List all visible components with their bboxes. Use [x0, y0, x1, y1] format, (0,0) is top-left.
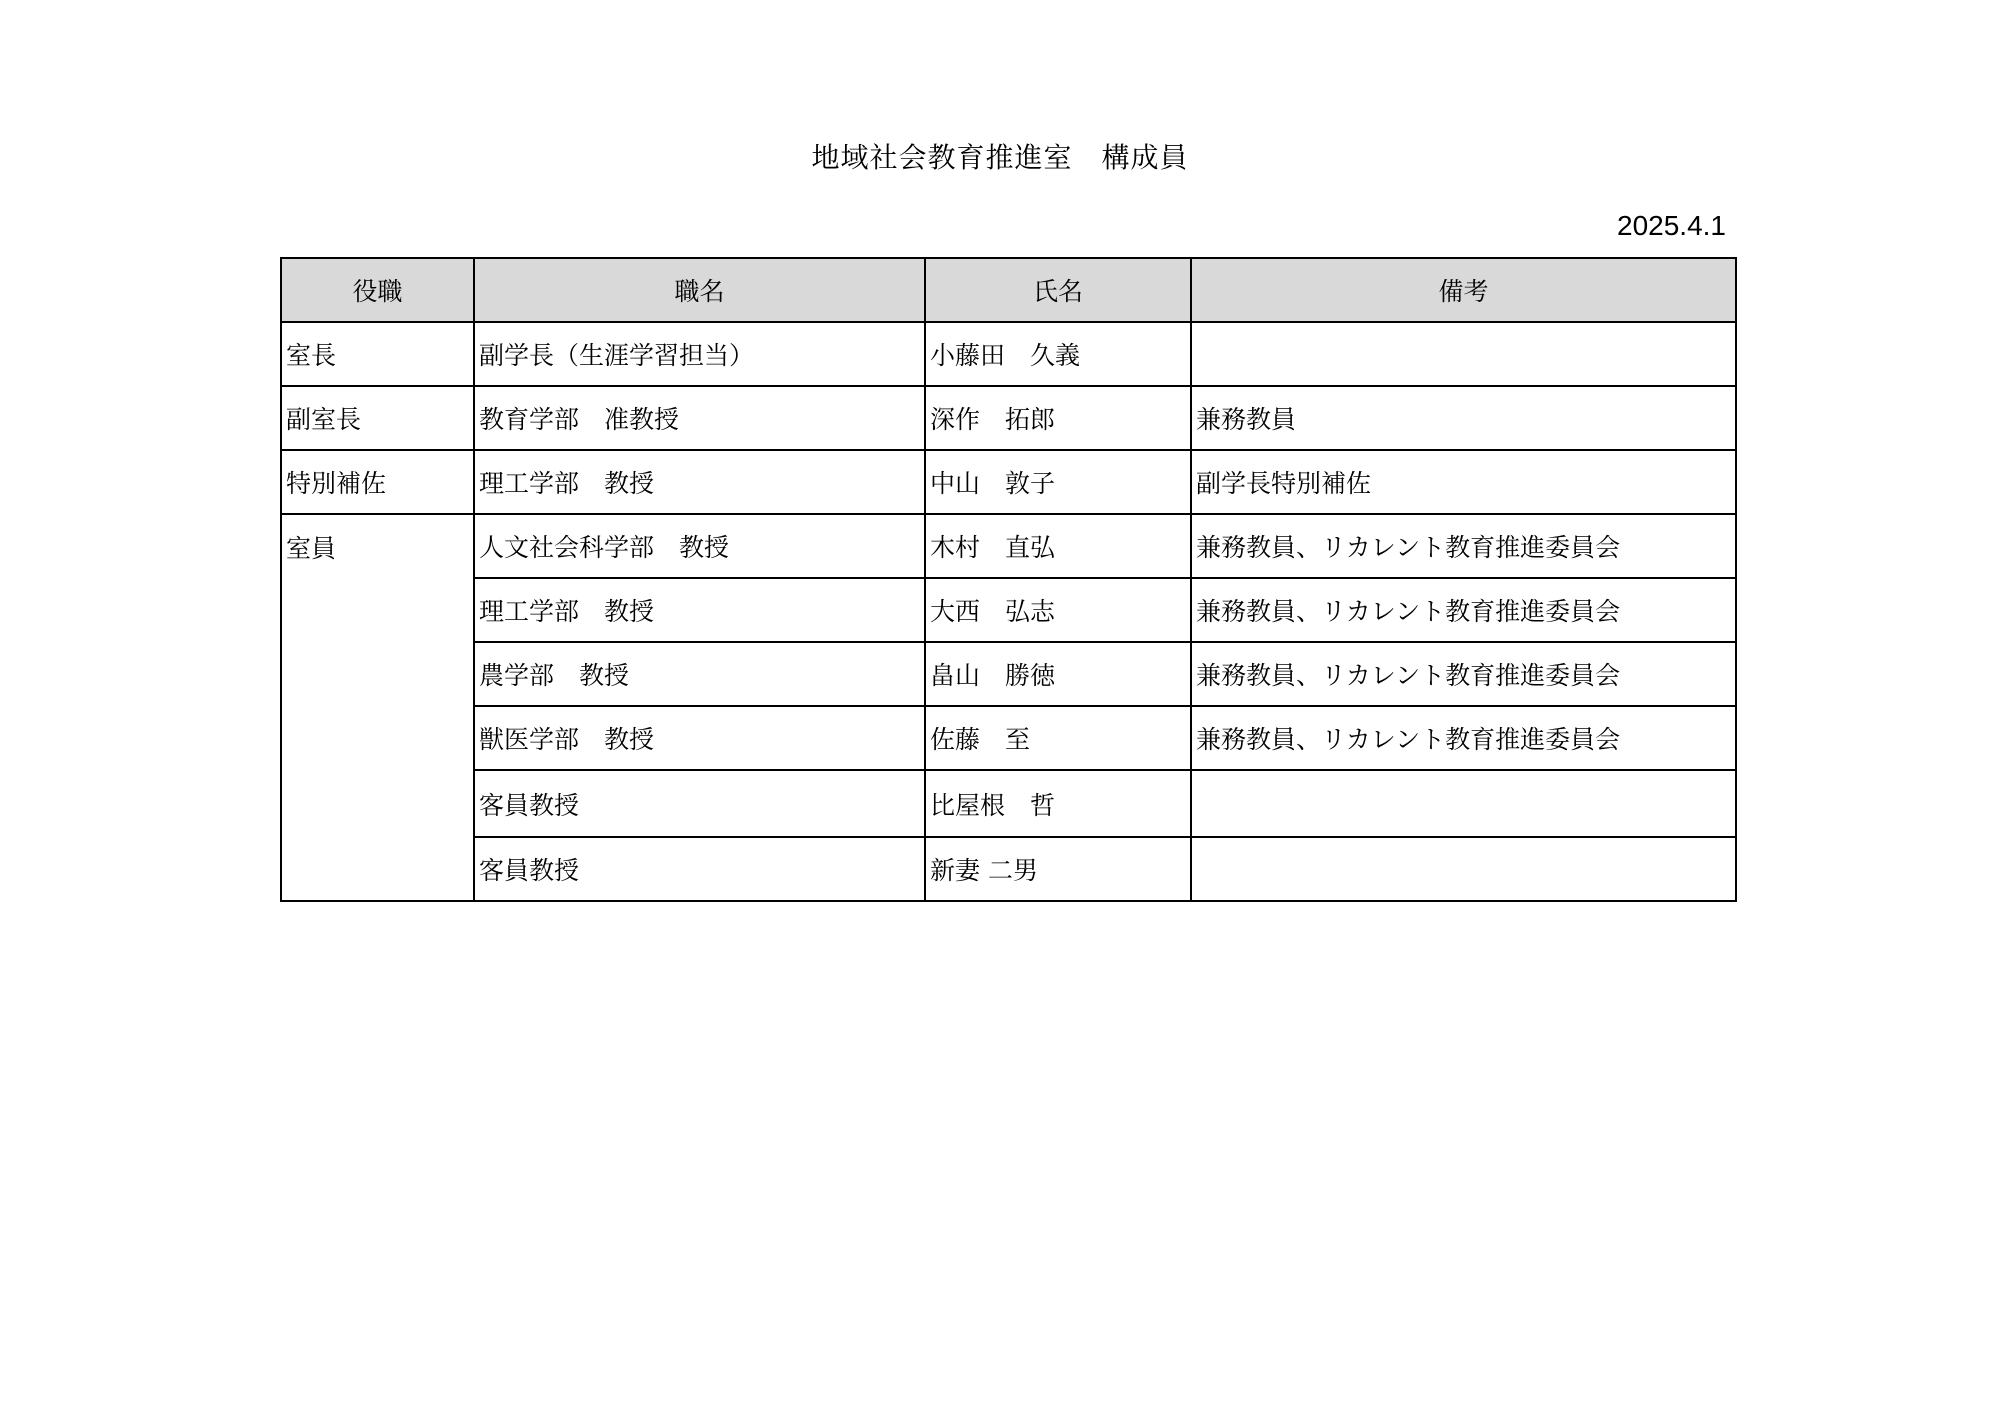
- position-cell: 農学部 教授: [474, 642, 925, 706]
- note-cell: [1191, 837, 1736, 901]
- note-cell: 兼務教員、リカレント教育推進委員会: [1191, 578, 1736, 642]
- note-cell: 兼務教員、リカレント教育推進委員会: [1191, 642, 1736, 706]
- position-cell: 獣医学部 教授: [474, 706, 925, 770]
- name-cell: 深作 拓郎: [925, 386, 1191, 450]
- role-cell: 室員: [281, 514, 474, 901]
- table-row: [281, 322, 1736, 386]
- name-cell: 新妻 二男: [925, 837, 1191, 901]
- header-role: 役職: [281, 258, 474, 322]
- name-cell: 大西 弘志: [925, 578, 1191, 642]
- position-cell: 人文社会科学部 教授: [474, 514, 925, 578]
- table-row: [281, 642, 1736, 706]
- name-cell: 比屋根 哲: [925, 770, 1191, 837]
- name-cell: 小藤田 久義: [925, 322, 1191, 386]
- header-note: 備考: [1191, 258, 1736, 322]
- table-header-row: [281, 258, 1736, 322]
- table-row: [281, 770, 1736, 837]
- header-position: 職名: [474, 258, 925, 322]
- note-cell: [1191, 770, 1736, 837]
- document-date: 2025.4.1: [1617, 210, 1726, 241]
- table-row: [281, 386, 1736, 450]
- name-cell: 木村 直弘: [925, 514, 1191, 578]
- position-cell: 理工学部 教授: [474, 450, 925, 514]
- note-cell: 兼務教員、リカレント教育推進委員会: [1191, 706, 1736, 770]
- table-row: [281, 706, 1736, 770]
- position-cell: 客員教授: [474, 837, 925, 901]
- name-cell: 佐藤 至: [925, 706, 1191, 770]
- position-cell: 教育学部 准教授: [474, 386, 925, 450]
- member-table: [280, 257, 1737, 902]
- name-cell: 中山 敦子: [925, 450, 1191, 514]
- table-row: [281, 450, 1736, 514]
- position-cell: 理工学部 教授: [474, 578, 925, 642]
- role-cell: 副室長: [281, 386, 474, 450]
- note-cell: [1191, 322, 1736, 386]
- table-row: [281, 514, 1736, 578]
- table-row: [281, 837, 1736, 901]
- position-cell: 客員教授: [474, 770, 925, 837]
- position-cell: 副学長（生涯学習担当）: [474, 322, 925, 386]
- role-cell: 室長: [281, 322, 474, 386]
- note-cell: 兼務教員、リカレント教育推進委員会: [1191, 514, 1736, 578]
- table-row: [281, 578, 1736, 642]
- page-title: 地域社会教育推進室 構成員: [811, 141, 1189, 174]
- name-cell: 畠山 勝徳: [925, 642, 1191, 706]
- role-cell: 特別補佐: [281, 450, 474, 514]
- header-name: 氏名: [925, 258, 1191, 322]
- note-cell: 副学長特別補佐: [1191, 450, 1736, 514]
- note-cell: 兼務教員: [1191, 386, 1736, 450]
